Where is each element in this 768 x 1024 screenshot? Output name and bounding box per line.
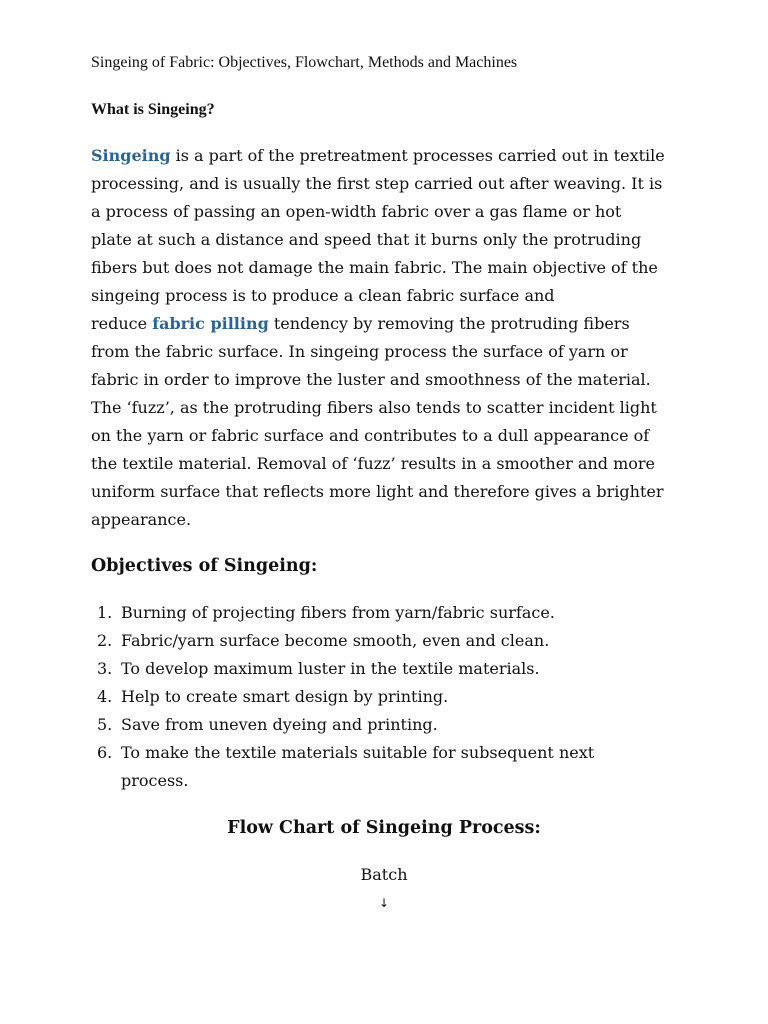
flowchart-step-batch: Batch xyxy=(360,865,408,884)
list-item xyxy=(91,711,691,739)
list-item-number: 5. xyxy=(97,715,113,734)
list-item-text xyxy=(121,683,691,711)
document-title: Singeing of Fabric: Objectives, Flowchart, Methods and Machines xyxy=(91,54,518,71)
intro-line-5: fibers but does not damage the main fabric. The main objective of the xyxy=(91,258,658,277)
intro-line-8: from the fabric surface. In singeing process the surface of yarn or xyxy=(91,342,628,361)
intro-line-12: the textile material. Removal of ‘fuzz’ results in a smoother and more xyxy=(91,454,656,473)
list-item-number: 4. xyxy=(97,687,113,706)
intro-line-3: a process of passing an open-width fabric over a gas flame or hot xyxy=(91,202,622,221)
list-item xyxy=(91,627,691,655)
singeing-link[interactable]: Singeing xyxy=(91,146,171,165)
intro-line-2: processing, and is usually the first step carried out after weaving. It is xyxy=(91,174,663,193)
intro-line-7 xyxy=(91,310,683,338)
intro-line-13: uniform surface that reflects more light and therefore gives a brighter xyxy=(91,482,664,501)
list-item-text xyxy=(121,627,691,655)
intro-line-14: appearance. xyxy=(91,510,192,529)
list-item-number: 2. xyxy=(97,631,113,650)
list-item-line: Fabric/yarn surface become smooth, even and clean. xyxy=(121,631,550,650)
list-item-text xyxy=(121,599,691,627)
list-item-line: To make the textile materials suitable for subsequent next xyxy=(121,743,595,762)
intro-line-10: The ‘fuzz’, as the protruding fibers also tends to scatter incident light xyxy=(91,398,657,417)
list-item-line: Save from uneven dyeing and printing. xyxy=(121,715,438,734)
objectives-heading: Objectives of Singeing: xyxy=(91,556,318,576)
intro-paragraph xyxy=(91,142,683,534)
intro-line-4: plate at such a distance and speed that it burns only the protruding xyxy=(91,230,642,249)
list-item xyxy=(91,599,691,627)
down-arrow-icon: ↓ xyxy=(378,896,390,910)
fabric-pilling-link[interactable]: fabric pilling xyxy=(152,314,269,333)
list-item xyxy=(91,739,691,795)
list-item xyxy=(91,683,691,711)
list-item-number: 3. xyxy=(97,659,113,678)
list-item xyxy=(91,655,691,683)
list-item-text xyxy=(121,655,691,683)
list-item-line: Help to create smart design by printing. xyxy=(121,687,449,706)
objectives-list xyxy=(91,599,691,795)
list-item-number: 6. xyxy=(97,743,113,762)
intro-line-1 xyxy=(91,142,683,170)
intro-line-7-pre: reduce xyxy=(91,314,153,333)
flowchart-heading: Flow Chart of Singeing Process: xyxy=(227,818,541,838)
what-is-singeing-heading: What is Singeing? xyxy=(91,101,215,118)
list-item-number: 1. xyxy=(97,603,113,622)
list-item-text xyxy=(121,739,691,795)
intro-line-11: on the yarn or fabric surface and contributes to a dull appearance of xyxy=(91,426,650,445)
intro-line-7-text: tendency by removing the protruding fibers xyxy=(268,314,630,333)
list-item-line-continued: process. xyxy=(121,771,189,790)
list-item-line: Burning of projecting fibers from yarn/fabric surface. xyxy=(121,603,555,622)
list-item-line: To develop maximum luster in the textile materials. xyxy=(121,659,540,678)
list-item-text xyxy=(121,711,691,739)
intro-line-9: fabric in order to improve the luster and smoothness of the material. xyxy=(91,370,651,389)
intro-line-6: singeing process is to produce a clean fabric surface and xyxy=(91,286,555,305)
intro-line-1-text: is a part of the pretreatment processes carried out in textile xyxy=(170,146,665,165)
